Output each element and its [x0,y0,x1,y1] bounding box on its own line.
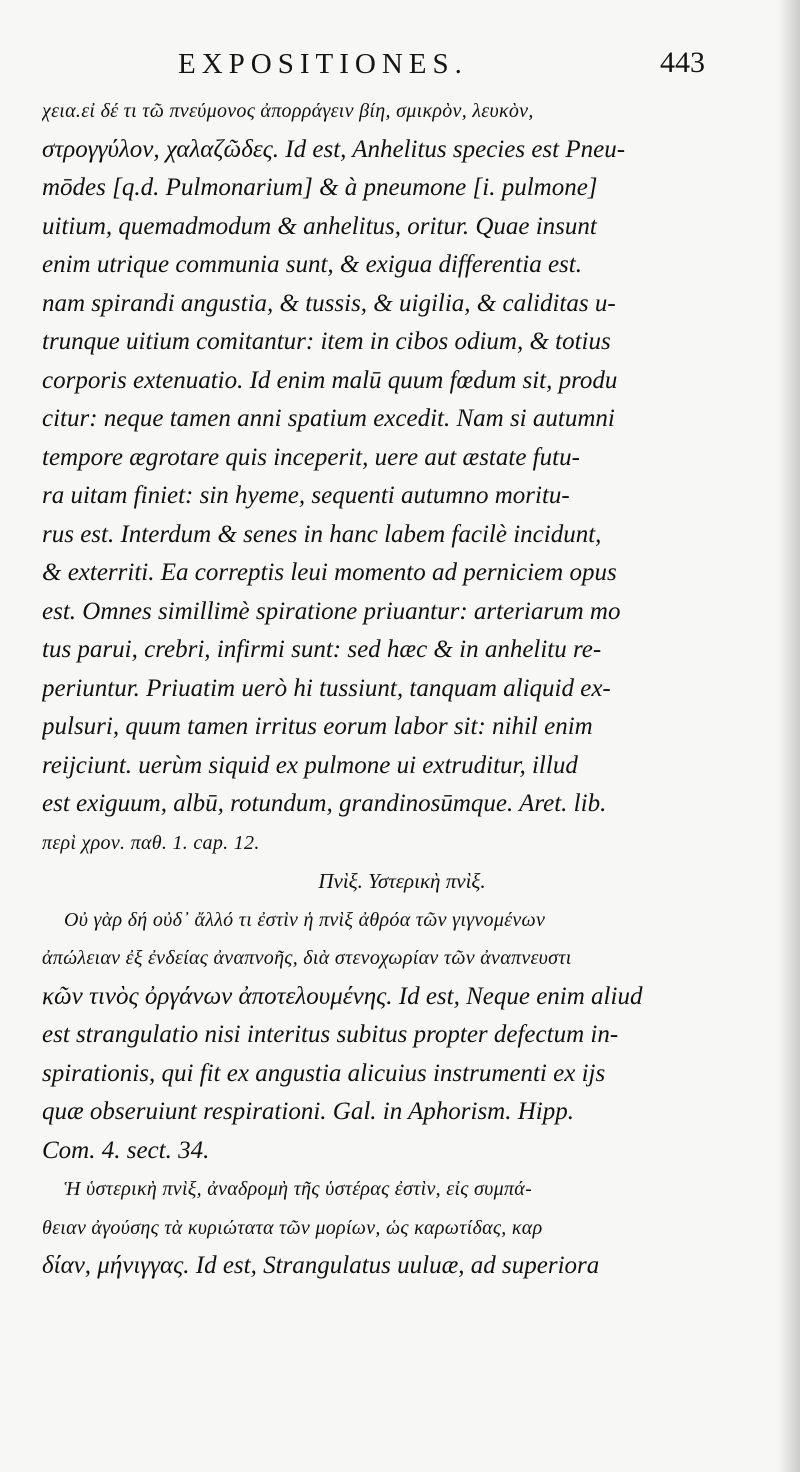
text-line: στρογγύλον, χαλαζῶδες. Id est, Anhelitus species est Pneu- [42,135,626,163]
page-edge-shadow [778,0,800,1472]
text-line: κῶν τινὸς ὀργάνων ἀποτελουμένης. Id est, Neque enim aliud [42,982,643,1010]
text-line: est strangulatio nisi interitus subitus propter defectum in- [42,1021,619,1048]
text-line: nam spirandi angustia, & tussis, & uigilia, & caliditas u- [42,289,616,317]
text-line: περὶ χρον. παθ. 1. cap. 12. [42,831,260,854]
running-title: EXPOSITIONES. [178,48,468,80]
text-line: Οὐ γὰρ δή οὐδ᾽ ἄλλό τι ἐστὶν ἡ πνὶξ ἀθρόα τῶν γιγνομένων [64,908,546,931]
text-line: uitium, quemadmodum & anhelitus, oritur. Quae insunt [42,212,597,240]
text-line: rus est. Interdum & senes in hanc labem facilè incidunt, [42,520,602,548]
text-line: mōdes [q.d. Pulmonarium] & à pneumone [i. pulmone] [42,174,598,201]
text-line: tempore ægrotare quis inceperit, uere aut æstate futu- [42,443,580,471]
text-line: tus parui, crebri, infirmi sunt: sed hæc & in anhelitu re- [42,636,602,663]
text-line: reijciunt. uerùm siquid ex pulmone ui extruditur, illud [42,751,578,779]
section-heading: Πνὶξ. Υστερικὴ πνὶξ. [318,869,486,893]
text-line: quæ obseruiunt respirationi. Gal. in Aphorism. Hipp. [42,1098,574,1125]
text-line: est. Omnes simillimè spiratione priuantur: arteriarum mo [42,597,621,625]
text-line: periuntur. Priuatim uerò hi tussiunt, tanquam aliquid ex- [42,674,611,702]
text-line: ra uitam finiet: sin hyeme, sequenti autumno moritu- [42,482,570,509]
text-line: δίαν, μήνιγγας. Id est, Strangulatus uuluæ, ad superiora [42,1252,600,1279]
text-line: citur: neque tamen anni spatium excedit. Nam si autumni [42,405,615,432]
text-line: Com. 4. sect. 34. [42,1136,210,1164]
text-line: trunque uitium comitantur: item in cibos odium, & totius [42,328,611,355]
text-line: χεια.εἰ δέ τι τῶ πνεύμονος ἀπορράγειν βίη, σμικρὸν, λευκὸν, [42,100,534,122]
text-line: Ἡ ὑστερικὴ πνὶξ, ἀναδρομὴ τῆς ὑστέρας ἐστὶν, εἰς συμπά- [64,1178,533,1200]
body-text [42,92,722,1286]
text-line: pulsuri, quum tamen irritus eorum labor sit: nihil enim [42,713,593,740]
text-line: ἀπώλειαν ἐξ ἐνδείας ἀναπνοῆς, διὰ στενοχωρίαν τῶν ἀναπνευστι [42,947,572,969]
page-number: 443 [660,46,705,79]
text-line: spirationis, qui fit ex angustia alicuius instrumenti ex ijs [42,1059,606,1087]
text-line: enim utrique communia sunt, & exigua differentia est. [42,251,582,278]
text-line: & exterriti. Ea correptis leui momento ad perniciem opus [42,559,617,586]
page-header [0,42,800,92]
text-line: corporis extenuatio. Id enim malū quum fœdum sit, produ [42,366,618,394]
text-line: θειαν ἀγούσης τὰ κυριώτατα τῶν μορίων, ὡς καρωτίδας, καρ [42,1216,543,1239]
text-line: est exiguum, albū, rotundum, grandinosūmque. Aret. lib. [42,790,607,817]
